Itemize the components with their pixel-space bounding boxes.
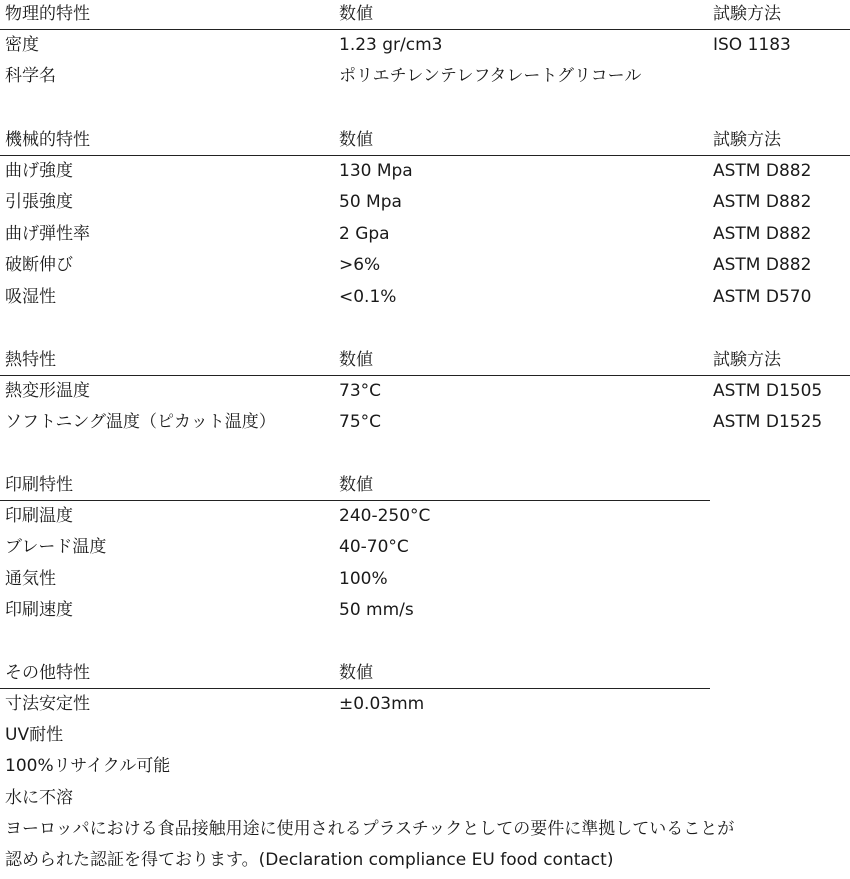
- table-row: [0, 282, 850, 313]
- table-row: [0, 532, 710, 563]
- property-name: 吸湿性: [5, 286, 56, 307]
- property-value: 50 mm/s: [339, 600, 414, 621]
- thermal-properties-section: [0, 346, 850, 439]
- other-properties-section: [0, 659, 710, 720]
- property-value: >6%: [339, 255, 381, 276]
- header-value: 数値: [339, 130, 373, 150]
- property-name: 通気性: [5, 568, 56, 589]
- header-property: 印刷特性: [5, 475, 73, 495]
- property-value: 130 Mpa: [339, 161, 413, 181]
- header-property: 熱特性: [5, 350, 56, 370]
- property-value: 2 Gpa: [339, 223, 390, 244]
- property-name: ブレード温度: [5, 537, 107, 558]
- property-name: ソフトニング温度（ピカット温度）: [5, 412, 276, 433]
- header-test-method: 試験方法: [713, 350, 781, 370]
- property-value: 100%: [339, 568, 388, 589]
- note-water-insoluble: 水に不溶: [5, 788, 73, 808]
- test-method: ASTM D1525: [713, 412, 823, 433]
- table-row: [0, 689, 710, 720]
- property-value: <0.1%: [339, 286, 397, 307]
- header-property: 物理的特性: [5, 4, 90, 24]
- printing-properties-header: [0, 471, 710, 501]
- property-name: 曲げ弾性率: [5, 223, 90, 244]
- header-property: その他特性: [5, 663, 90, 683]
- physical-properties-header: [0, 0, 850, 30]
- header-property: 機械的特性: [5, 130, 90, 150]
- header-test-method: 試験方法: [713, 4, 781, 24]
- property-name: 印刷温度: [5, 506, 73, 526]
- note-recyclable: 100%リサイクル可能: [5, 756, 171, 776]
- note-food-contact-line-1: ヨーロッパにおける食品接触用途に使用されるプラスチックとしての要件に準拠していることが: [5, 819, 735, 839]
- mechanical-properties-section: [0, 126, 850, 313]
- property-name: 熱変形温度: [5, 381, 90, 401]
- table-row: [0, 219, 850, 250]
- property-value: 73°C: [339, 381, 382, 401]
- header-value: 数値: [339, 475, 373, 495]
- table-row: [0, 564, 710, 595]
- test-method: ASTM D1505: [713, 381, 823, 401]
- table-row: [0, 61, 850, 92]
- property-name: 科学名: [5, 66, 56, 87]
- property-value: 240-250°C: [339, 506, 431, 526]
- physical-properties-section: [0, 0, 850, 93]
- other-properties-header: [0, 659, 710, 689]
- property-value: ポリエチレンテレフタレートグリコール: [339, 66, 642, 87]
- table-row: [0, 156, 850, 187]
- property-name: 密度: [5, 35, 39, 55]
- table-row: [0, 376, 850, 407]
- table-row: [0, 407, 850, 438]
- table-row: [0, 250, 850, 281]
- property-name: 曲げ強度: [5, 161, 73, 181]
- test-method: ASTM D882: [713, 161, 812, 181]
- header-value: 数値: [339, 350, 373, 370]
- table-row: [0, 595, 710, 626]
- property-name: 引張強度: [5, 192, 73, 213]
- test-method: ASTM D882: [713, 192, 812, 213]
- thermal-properties-header: [0, 346, 850, 376]
- mechanical-properties-header: [0, 126, 850, 156]
- property-name: 寸法安定性: [5, 694, 90, 714]
- property-value: ±0.03mm: [339, 694, 425, 714]
- property-value: 75°C: [339, 412, 382, 433]
- property-value: 50 Mpa: [339, 192, 402, 213]
- property-name: 印刷速度: [5, 600, 73, 621]
- property-value: 40-70°C: [339, 537, 409, 558]
- test-method: ISO 1183: [713, 35, 791, 55]
- table-row: [0, 30, 850, 61]
- header-value: 数値: [339, 663, 373, 683]
- header-value: 数値: [339, 4, 373, 24]
- printing-properties-section: [0, 471, 710, 627]
- header-test-method: 試験方法: [713, 130, 781, 150]
- test-method: ASTM D882: [713, 223, 812, 244]
- property-name: 破断伸び: [5, 255, 73, 276]
- test-method: ASTM D570: [713, 286, 812, 307]
- property-value: 1.23 gr/cm3: [339, 35, 443, 55]
- table-row: [0, 501, 710, 532]
- table-row: [0, 187, 850, 218]
- note-food-contact-line-2: 認められた認証を得ております。(Declaration compliance EU food contact): [5, 850, 614, 870]
- note-uv-resistance: UV耐性: [5, 725, 64, 745]
- test-method: ASTM D882: [713, 255, 812, 276]
